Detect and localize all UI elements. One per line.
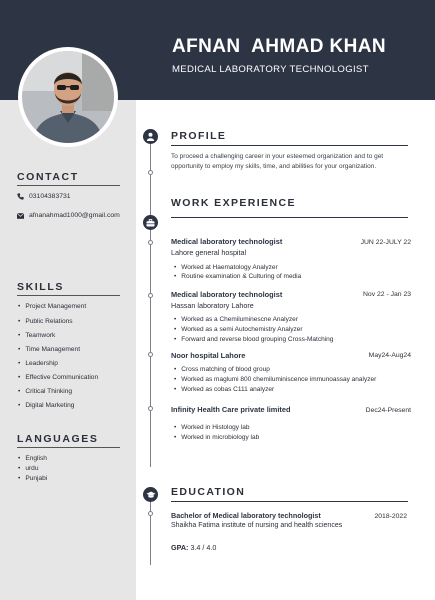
- languages-heading: LANGUAGES: [17, 433, 99, 445]
- job-bullet: • Forward and reverse blood grouping Cross-Matching: [174, 336, 333, 343]
- profile-text: To proceed a challenging career in your esteemed organization and to get opportunity to employ my skills, time, and abilities for your organization.: [171, 153, 384, 170]
- person-icon: [143, 129, 158, 144]
- job-date: May24-Aug24: [368, 352, 411, 359]
- skills-heading: SKILLS: [17, 281, 64, 293]
- timeline-dot: [148, 406, 153, 411]
- experience-heading: WORK EXPERIENCE: [171, 197, 296, 209]
- skills-divider: [17, 295, 120, 296]
- timeline-dot: [148, 293, 153, 298]
- skill-item: • Digital Marketing: [18, 402, 74, 409]
- education-heading: EDUCATION: [171, 486, 246, 498]
- job-place: Lahore general hospital: [171, 248, 247, 257]
- job-bullet: • Cross matching of blood group: [174, 366, 270, 373]
- timeline-dot: [148, 352, 153, 357]
- briefcase-icon: [143, 215, 158, 230]
- language-item: • English: [18, 455, 47, 462]
- envelope-icon: [17, 213, 24, 219]
- degree-title: Bachelor of Medical laboratory technologist: [171, 511, 321, 520]
- job-date: Dec24-Present: [365, 407, 411, 414]
- portrait-illustration: [22, 51, 114, 143]
- job-date: Nov 22 - Jan 23: [363, 291, 411, 298]
- contact-divider: [17, 185, 120, 186]
- timeline-line-education: [150, 495, 151, 565]
- graduation-cap-icon: [143, 487, 158, 502]
- contact-heading: CONTACT: [17, 171, 79, 183]
- skill-item: • Public Relations: [18, 318, 73, 325]
- skill-item: • Effective Communication: [18, 374, 98, 381]
- candidate-name: AFNAN AHMAD KHAN: [172, 36, 387, 57]
- languages-divider: [17, 447, 120, 448]
- email-address: afnanahmad1000@gmail.com: [29, 212, 120, 219]
- job-title: Medical laboratory technologist: [171, 290, 283, 299]
- education-divider: [171, 501, 408, 502]
- contact-email: [17, 212, 120, 219]
- job-bullet: • Worked as cobas C111 analyzer: [174, 386, 274, 393]
- skill-item: • Time Management: [18, 346, 80, 353]
- job-bullet: • Worked in Histology lab: [174, 424, 249, 431]
- candidate-role: MEDICAL LABORATORY TECHNOLOGIST: [172, 64, 369, 75]
- job-title: Noor hospital Lahore: [171, 351, 246, 360]
- skill-item: • Leadership: [18, 360, 58, 367]
- profile-heading: PROFILE: [171, 130, 227, 142]
- skill-item: • Teamwork: [18, 332, 55, 339]
- experience-divider: [171, 217, 408, 218]
- profile-divider: [171, 145, 408, 146]
- gpa: [171, 543, 216, 552]
- timeline-line: [150, 137, 151, 467]
- job-title: Infinity Health Care private limited: [171, 405, 291, 414]
- timeline-dot: [148, 511, 153, 516]
- gpa-label: GPA:: [171, 543, 189, 552]
- language-item: • urdu: [18, 465, 39, 472]
- job-bullet: • Routine examination & Culturing of media: [174, 273, 301, 280]
- job-place: Hassan laboratory Lahore: [171, 301, 254, 310]
- school-name: Shaikha Fatima institute of nursing and health sciences: [171, 522, 343, 529]
- job-bullet: • Worked as maglumi 800 chemiluminiscence immunoassay analyzer: [174, 376, 376, 383]
- job-bullet: • Worked in microbiology lab: [174, 434, 259, 441]
- phone-number: 03104383731: [29, 193, 71, 200]
- job-date: JUN 22-JULY 22: [360, 239, 411, 246]
- job-bullet: • Worked as a Chemiluminescne Analyzer: [174, 316, 298, 323]
- timeline-dot: [148, 170, 153, 175]
- profile-photo: [18, 47, 118, 147]
- gpa-value: 3.4 / 4.0: [190, 543, 217, 552]
- degree-date: 2018-2022: [374, 513, 407, 520]
- job-bullet: • Worked at Haematology Analyzer: [174, 264, 278, 271]
- contact-phone: [17, 193, 71, 200]
- skill-item: • Project Management: [18, 303, 86, 310]
- phone-icon: [17, 193, 24, 200]
- job-title: Medical laboratory technologist: [171, 237, 283, 246]
- job-bullet: • Worked as a semi Autochemistry Analyzer: [174, 326, 303, 333]
- skill-item: • Critical Thinking: [18, 388, 72, 395]
- language-item: • Punjabi: [18, 475, 47, 482]
- timeline-dot: [148, 240, 153, 245]
